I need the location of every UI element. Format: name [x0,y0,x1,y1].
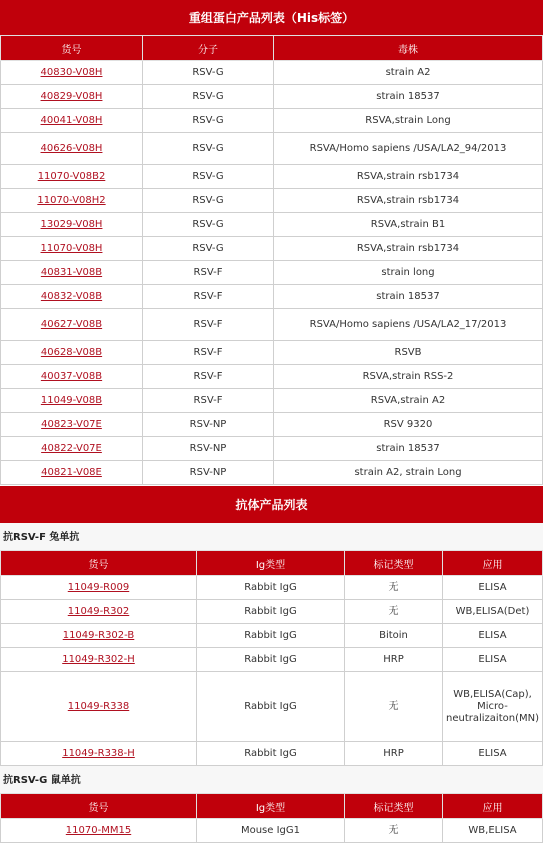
catalog-cell [1,61,143,85]
catalog-link[interactable]: 13029-V08H [40,218,103,230]
molecule-cell: RSV-G [143,165,274,189]
catalog-cell [1,165,143,189]
application-cell: WB,ELISA [443,819,543,843]
strain-cell: strain 18537 [274,85,543,109]
molecule-cell: RSV-G [143,133,274,165]
application-cell: ELISA [443,648,543,672]
catalog-cell [1,413,143,437]
strain-cell: RSVA,strain RSS-2 [274,365,543,389]
catalog-cell [1,309,143,341]
ig-type-cell: Rabbit IgG [197,624,345,648]
catalog-cell [1,742,197,766]
catalog-cell [1,85,143,109]
catalog-link[interactable]: 11070-V08H2 [37,194,106,206]
catalog-cell [1,189,143,213]
table-row [1,213,543,237]
table-row [1,133,543,165]
molecule-cell: RSV-G [143,61,274,85]
catalog-link[interactable]: 11049-R009 [67,581,130,593]
table-row [1,461,543,485]
catalog-link[interactable]: 40832-V08B [40,290,103,302]
ig-type-cell: Rabbit IgG [197,672,345,742]
table-row [1,672,543,742]
ig-type-cell: Mouse IgG1 [197,819,345,843]
catalog-link[interactable]: 40830-V08H [40,66,103,78]
application-cell: ELISA [443,624,543,648]
catalog-link[interactable]: 40041-V08H [40,114,103,126]
col-header-catalog: 货号 [1,36,143,61]
strain-cell: RSV 9320 [274,413,543,437]
table-row [1,261,543,285]
col-header-molecule: 分子 [143,36,274,61]
ig-type-cell: Rabbit IgG [197,600,345,624]
antibody-table-rsv-f [0,550,543,766]
catalog-cell [1,819,197,843]
recombinant-table [0,35,543,485]
catalog-cell [1,576,197,600]
catalog-cell [1,213,143,237]
catalog-link[interactable]: 40627-V08B [40,318,103,330]
strain-cell: strain 18537 [274,437,543,461]
catalog-cell [1,672,197,742]
table-row [1,624,543,648]
antibody-header-row [1,794,543,819]
molecule-cell: RSV-F [143,285,274,309]
catalog-link[interactable]: 11049-V08B [40,394,103,406]
molecule-cell: RSV-G [143,109,274,133]
catalog-link[interactable]: 40821-V08E [41,466,102,478]
col-header-ig-type: Ig类型 [197,794,345,819]
strain-cell: RSVA/Homo sapiens /USA/LA2_94/2013 [274,133,543,165]
molecule-cell: RSV-F [143,365,274,389]
catalog-link[interactable]: 40823-V07E [41,418,102,430]
ig-type-cell: Rabbit IgG [197,576,345,600]
recombinant-title: 重组蛋白产品列表（His标签） [0,0,543,35]
strain-cell: RSVA,strain rsb1734 [274,165,543,189]
catalog-link[interactable]: 11070-V08H [40,242,103,254]
label-type-cell: 无 [345,819,443,843]
catalog-cell [1,237,143,261]
catalog-cell [1,437,143,461]
molecule-cell: RSV-F [143,389,274,413]
strain-cell: strain A2, strain Long [274,461,543,485]
ig-type-cell: Rabbit IgG [197,742,345,766]
molecule-cell: RSV-G [143,213,274,237]
catalog-link[interactable]: 40628-V08B [40,346,103,358]
catalog-link[interactable]: 40829-V08H [40,90,103,102]
catalog-cell [1,341,143,365]
catalog-link[interactable]: 11049-R338-H [62,747,135,759]
molecule-cell: RSV-F [143,309,274,341]
table-row [1,742,543,766]
antibody-group-label: 抗RSV-F 兔单抗 [0,523,543,550]
table-row [1,389,543,413]
table-row [1,341,543,365]
molecule-cell: RSV-NP [143,437,274,461]
label-type-cell: 无 [345,672,443,742]
label-type-cell: HRP [345,648,443,672]
strain-cell: RSVA,strain B1 [274,213,543,237]
molecule-cell: RSV-G [143,85,274,109]
molecule-cell: RSV-F [143,261,274,285]
catalog-cell [1,389,143,413]
table-row [1,437,543,461]
strain-cell: strain long [274,261,543,285]
table-row [1,648,543,672]
catalog-cell [1,600,197,624]
molecule-cell: RSV-NP [143,413,274,437]
table-row [1,237,543,261]
table-row [1,576,543,600]
table-row [1,61,543,85]
table-row [1,85,543,109]
catalog-link[interactable]: 11049-R338 [67,700,130,712]
strain-cell: RSVA,strain Long [274,109,543,133]
strain-cell: RSVA,strain rsb1734 [274,237,543,261]
catalog-cell [1,285,143,309]
catalog-cell [1,461,143,485]
strain-cell: strain A2 [274,61,543,85]
ig-type-cell: Rabbit IgG [197,648,345,672]
table-row [1,165,543,189]
catalog-cell [1,109,143,133]
catalog-cell [1,365,143,389]
antibody-header-row [1,551,543,576]
label-type-cell: Bitoin [345,624,443,648]
table-row [1,365,543,389]
catalog-cell [1,133,143,165]
table-row [1,309,543,341]
col-header-ig-type: Ig类型 [197,551,345,576]
catalog-link[interactable]: 11049-R302-H [62,653,135,665]
label-type-cell: HRP [345,742,443,766]
catalog-link[interactable]: 40822-V07E [41,442,102,454]
col-header-catalog: 货号 [1,794,197,819]
table-row [1,600,543,624]
col-header-label-type: 标记类型 [345,794,443,819]
catalog-link[interactable]: 11070-MM15 [65,824,132,836]
catalog-link[interactable]: 11049-R302 [67,605,130,617]
col-header-application: 应用 [443,551,543,576]
table-row [1,285,543,309]
strain-cell: strain 18537 [274,285,543,309]
strain-cell: RSVB [274,341,543,365]
catalog-link[interactable]: 40626-V08H [40,142,103,154]
antibody-group-label: 抗RSV-G 鼠单抗 [0,766,543,793]
catalog-link[interactable]: 11049-R302-B [62,629,135,641]
recombinant-header-row [1,36,543,61]
table-row [1,189,543,213]
molecule-cell: RSV-NP [143,461,274,485]
molecule-cell: RSV-G [143,237,274,261]
table-row [1,413,543,437]
table-row [1,819,543,843]
col-header-application: 应用 [443,794,543,819]
col-header-label-type: 标记类型 [345,551,443,576]
strain-cell: RSVA/Homo sapiens /USA/LA2_17/2013 [274,309,543,341]
antibody-table-rsv-g [0,793,543,843]
strain-cell: RSVA,strain rsb1734 [274,189,543,213]
catalog-cell [1,624,197,648]
application-cell: WB,ELISA(Det) [443,600,543,624]
catalog-link[interactable]: 40831-V08B [40,266,103,278]
application-cell: ELISA [443,576,543,600]
molecule-cell: RSV-F [143,341,274,365]
catalog-link[interactable]: 40037-V08B [40,370,103,382]
catalog-link[interactable]: 11070-V08B2 [37,170,106,182]
col-header-strain: 毒株 [274,36,543,61]
catalog-cell [1,261,143,285]
label-type-cell: 无 [345,600,443,624]
antibody-title: 抗体产品列表 [0,486,543,523]
molecule-cell: RSV-G [143,189,274,213]
catalog-cell [1,648,197,672]
application-cell: WB,ELISA(Cap), Micro-neutralizaiton(MN) [443,672,543,742]
col-header-catalog: 货号 [1,551,197,576]
label-type-cell: 无 [345,576,443,600]
strain-cell: RSVA,strain A2 [274,389,543,413]
table-row [1,109,543,133]
application-cell: ELISA [443,742,543,766]
